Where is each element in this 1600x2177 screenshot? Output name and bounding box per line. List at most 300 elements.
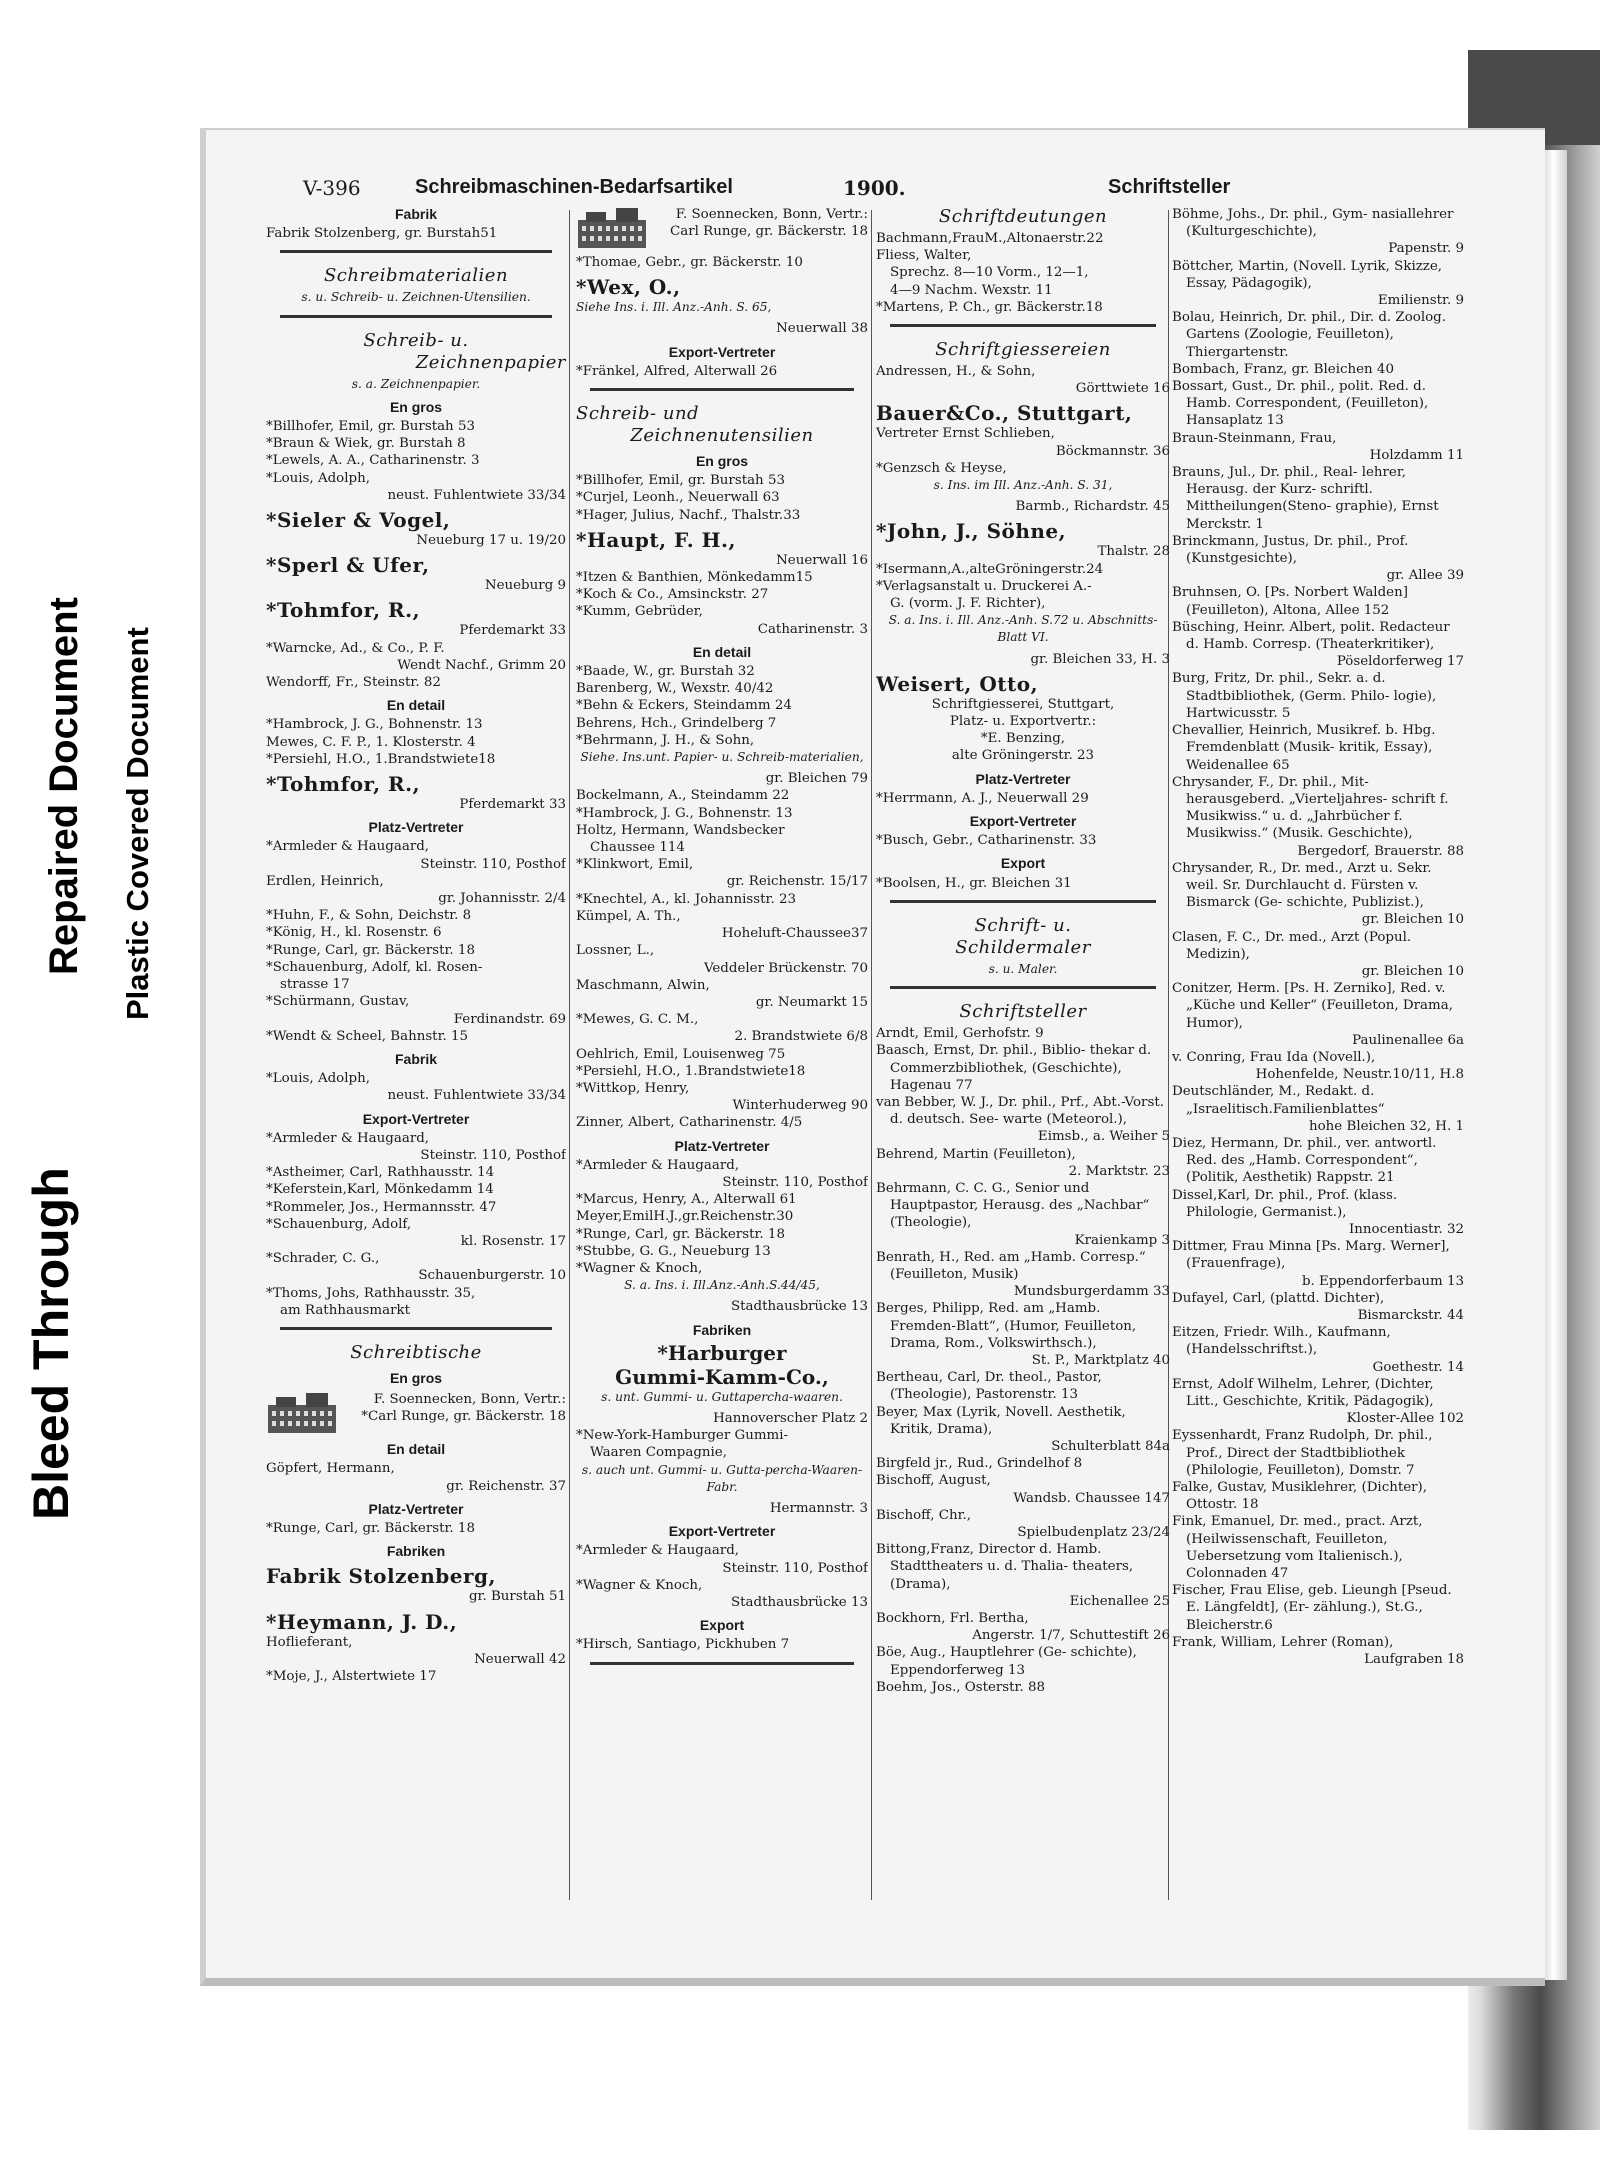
entry: *Runge, Carl, gr. Bäckerstr. 18: [266, 942, 475, 958]
entry: *Keferstein,Karl, Mönkedamm 14: [266, 1182, 494, 1198]
entry-address: Italienisch.), Colonnaden 47: [1186, 1548, 1403, 1582]
entry: Arndt, Emil, Gerhofstr. 9: [876, 1026, 1044, 1042]
entry: *Runge, Carl, gr. Bäckerstr. 18: [266, 1520, 475, 1536]
entry-address: Görttwiete 16: [1075, 381, 1170, 397]
entry-name: Bockhorn, Frl. Bertha,: [876, 1611, 1029, 1626]
heading: Fabrik: [394, 206, 437, 222]
entry-name: Baasch, Ernst, Dr. phil., Biblio-: [876, 1043, 1086, 1059]
entry: [576, 1542, 868, 1576]
entry-name: *E. Benzing,: [980, 731, 1066, 747]
entry: *Marcus, Henry, A., Alterwall 61: [576, 1192, 797, 1208]
entry-address: neust. Fuhlentwiete 33/34: [387, 1088, 566, 1104]
entry-address: Bismarckstr. 44: [1357, 1308, 1464, 1323]
entry-name: Dissel,Karl, Dr. phil., Prof. (klass.: [1172, 1187, 1398, 1203]
entry-detail: Skizze, Essay, Pädagogik),: [1186, 258, 1443, 291]
entry-detail: warte (Meteorol.),: [1002, 1112, 1128, 1128]
entry: *Hager, Julius, Nachf., Thalstr.33: [576, 507, 801, 523]
entry-address: Hoheluft-Chaussee37: [721, 926, 868, 942]
entry-address: Laufgraben 18: [1364, 1652, 1464, 1668]
entry-name: *Wagner & Knoch,: [576, 1577, 703, 1593]
entry-name: Fliess, Walter,: [876, 248, 972, 264]
entry-detail: „Nachbar“ (Theologie),: [890, 1198, 1150, 1231]
entry-address: (Feuilleton), Altona, Allee 152: [1186, 602, 1390, 618]
entry-detail: (Handelsschriftst.),: [1186, 1342, 1318, 1358]
section-title: Schriftgiessereien: [935, 339, 1111, 361]
entry-address: Kloster-Allee 102: [1346, 1411, 1464, 1427]
entry: [1172, 1479, 1464, 1513]
entry-detail: antwortl. Red. des „Hamb.: [1186, 1135, 1437, 1169]
entry-address: Neuerwall 16: [776, 552, 868, 568]
advert: [576, 206, 868, 250]
entry-name: Brauns, Jul., Dr. phil., Real-: [1172, 465, 1358, 481]
entry-address: Neuerwall 42: [474, 1651, 566, 1667]
entry-detail: (Feuilleton, Drama, Humor),: [1186, 998, 1453, 1031]
entry: [266, 1460, 566, 1494]
entry-name: Eyssenhardt, Franz Rudolph,: [1172, 1428, 1370, 1444]
entry-detail: theaters, (Drama),: [890, 1559, 1134, 1592]
entry: *Thomae, Gebr., gr. Bäckerstr. 10: [576, 255, 803, 270]
cross-reference: s. auch unt. Gummi- u. Gutta-percha-Waaren-Fabr.: [581, 1462, 863, 1494]
entry-address: schichte), Eppendorferweg 13: [890, 1645, 1137, 1678]
entry: [266, 1216, 566, 1250]
entry-address: Steinstr. 110, Posthof: [420, 856, 566, 872]
entry-address: Hermannstr. 3: [769, 1500, 868, 1516]
entry-name: Kümpel, A. Th.,: [576, 908, 681, 924]
bold-entry: Weisert, Otto,: [876, 671, 1039, 696]
entry-address: (Geschichte), Hagenau 77: [890, 1060, 1122, 1093]
entry-address: Wendt Nachf., Grimm 20: [397, 657, 566, 673]
entry-name: Burg, Fritz, Dr. phil., Sekr. a. d.: [1172, 671, 1386, 687]
heading: Platz-Vertreter: [368, 1500, 464, 1517]
entry-address: Eimsb., a. Weiher 5: [1037, 1129, 1170, 1145]
entry-detail: Philologie, Germanist.),: [1186, 1204, 1347, 1220]
divider: [890, 900, 1156, 903]
entry: *Boolsen, H., gr. Bleichen 31: [876, 875, 1072, 891]
section-title-left: Schreibmaschinen-Bedarfsartikel: [415, 176, 733, 198]
section-title: Schreibmaterialien: [323, 265, 509, 287]
entry: [876, 247, 1170, 299]
bold-entry: *Haupt, F. H.,: [576, 527, 736, 552]
entry-name: Eitzen, Friedr. Wilh., Kaufmann,: [1172, 1325, 1391, 1341]
entry: [876, 363, 1170, 397]
entry-name: Dufayel, Carl, (plattd. Dichter),: [1172, 1290, 1385, 1306]
section-title: Schreib- u.: [363, 329, 469, 351]
entry: [266, 959, 566, 993]
entry-address: Steinstr. 110, Posthof: [420, 1147, 566, 1163]
entry-address: strasse 17: [280, 977, 350, 993]
advert-text: F. Soennecken, Bonn, Vertr.: Carl Runge, gr. Bäckerstr. 18: [669, 207, 868, 240]
heading: En gros: [389, 1369, 443, 1386]
entry: Boehm, Jos., Osterstr. 88: [876, 1679, 1046, 1695]
entry-address: (Dichter), Ottostr. 18: [1186, 1480, 1428, 1513]
entry-name: Bischoff, Chr.,: [876, 1507, 972, 1523]
entry: Wendorff, Fr., Steinstr. 82: [266, 675, 441, 691]
entry-name: *Mewes, G. C. M.,: [576, 1012, 699, 1028]
entry: [266, 993, 566, 1027]
running-head: [303, 176, 1233, 210]
entry: [876, 1644, 1170, 1678]
entry: [1172, 430, 1464, 464]
cross-reference: s. unt. Gummi- u. Guttapercha-waaren.: [601, 1389, 843, 1404]
entry-address: 4—9 Nachm. Wexstr. 11: [890, 282, 1053, 298]
entry-detail: herausgeberd. „Vierteljahres-: [1186, 791, 1388, 807]
entry: Barenberg, W., Wexstr. 40/42: [576, 681, 774, 697]
side-labels: [0, 480, 200, 1660]
entry: *Itzen & Banthien, Mönkedamm15: [576, 570, 813, 586]
entry-address: Stadthausbrücke 13: [730, 1299, 868, 1315]
entry: [266, 640, 566, 674]
entry-name: Böttcher, Martin, (Novell. Lyrik,: [1172, 258, 1390, 274]
entry: [1172, 670, 1464, 722]
bold-entry: *Tohmfor, R.,: [266, 598, 421, 623]
entry: [576, 856, 868, 890]
entry-address: Neueburg 17 u. 19/20: [416, 533, 566, 549]
entry-detail: schichte, Publizist.),: [1286, 895, 1424, 911]
entry-address: Schulterblatt 84a: [1051, 1438, 1170, 1454]
entry: *Herrmann, A. J., Neuerwall 29: [876, 790, 1089, 806]
entry-name: *New-York-Hamburger Gummi-: [576, 1428, 789, 1444]
cross-reference: Siehe Ins. i. Ill. Anz.-Anh. S. 65,: [576, 300, 772, 315]
factory-building-icon: [266, 1391, 338, 1435]
entry: [876, 696, 1170, 765]
entry-name: Chevallier, Heinrich, Musikref.: [1172, 723, 1382, 739]
entry-address: hohe Bleichen 32, H. 1: [1308, 1118, 1464, 1134]
entry-name: van Bebber, W. J., Dr. phil., Prf.,: [876, 1094, 1089, 1110]
entry-name: Conitzer, Herm. [Ps. H. Zerniko],: [1172, 981, 1396, 997]
entry-name: Holtz, Hermann, Wandsbecker: [576, 822, 785, 838]
entry: [1172, 1376, 1464, 1428]
entry-detail: Prof. (Kunstgesichte),: [1186, 533, 1409, 567]
bold-entry: *Harburger: [657, 1340, 787, 1365]
entry-address: Pferdemarkt 33: [459, 623, 566, 639]
entry: *König, H., kl. Rosenstr. 6: [266, 925, 442, 941]
entry: [876, 1369, 1170, 1403]
entry-address: gr. Bleichen 33, H. 3: [1030, 651, 1170, 667]
entry: [1172, 619, 1464, 671]
entry-address: Angerstr. 1/7, Schuttestift 26: [972, 1628, 1170, 1644]
section-title-right: Schriftsteller: [1108, 176, 1231, 198]
entry: [876, 1042, 1170, 1094]
entry: *Runge, Carl, gr. Bäckerstr. 18: [576, 1226, 785, 1242]
entry: Mewes, C. F. P., 1. Klosterstr. 4: [266, 734, 476, 750]
entry: Bockelmann, A., Steindamm 22: [576, 788, 790, 804]
entry-detail: thekar d. Commerzbibliothek,: [890, 1043, 1152, 1076]
entry-address: Chaussee 114: [590, 840, 685, 856]
entry: Bombach, Franz, gr. Bleichen 40: [1172, 361, 1394, 377]
heading: Export: [1000, 855, 1046, 872]
entry-detail: schriftl. Mittheilungen(Steno-: [1186, 482, 1373, 515]
label-repaired-document: Repaired Document: [42, 597, 86, 975]
entry-name: *Armleder & Haugaard,: [266, 1130, 430, 1146]
entry-detail: Volkswirthsch.),: [987, 1335, 1097, 1351]
entry-name: Maschmann, Alwin,: [576, 977, 710, 993]
entry: *Billhofer, Emil, gr. Burstah 53: [576, 473, 785, 489]
entry-name: Behrend, Martin (Feuilleton),: [876, 1146, 1076, 1162]
entry-address: Emilienstr. 9: [1377, 293, 1464, 309]
entry-address: Holzdamm 11: [1369, 447, 1464, 463]
heading: Export-Vertreter: [668, 1523, 776, 1540]
entry-detail: „Jahrbücher f. Musikwiss.“: [1186, 809, 1403, 842]
entry: [876, 1541, 1170, 1610]
entry: *Persiehl, H.O., 1.Brandstwiete18: [266, 751, 496, 767]
entry-address: gr. Bleichen 10: [1361, 963, 1464, 979]
entry: *Persiehl, H.O., 1.Brandstwiete18: [576, 1063, 806, 1079]
entry: [1172, 774, 1464, 860]
heading: Platz-Vertreter: [975, 770, 1071, 787]
section-title: Zeichnenpapier: [415, 351, 566, 373]
heading: En gros: [695, 453, 749, 470]
bold-entry: *Heymann, J. D.,: [266, 1609, 458, 1634]
column-1: [266, 206, 566, 1911]
section-title: Schreib- und: [576, 403, 700, 425]
entry-name: Deutschländer, M., Redakt. d.: [1172, 1084, 1375, 1100]
entry: [576, 942, 868, 976]
heading: Export-Vertreter: [969, 813, 1077, 830]
entry: [576, 1427, 868, 1461]
entry-detail: Sprechz. 8—10 Vorm., 12—1,: [890, 265, 1089, 281]
entry: *Wendt & Scheel, Bahnstr. 15: [266, 1028, 469, 1044]
entry: *Busch, Gebr., Catharinenstr. 33: [876, 833, 1097, 849]
entry-name: Lossner, L.,: [576, 943, 655, 959]
entry-detail: Red. v. „Küche und Keller“: [1186, 981, 1446, 1014]
entry-name: Chrysander, R., Dr. med., Arzt: [1172, 860, 1376, 876]
entry: [266, 1130, 566, 1164]
entry: [1172, 1049, 1464, 1083]
entry: Bachmann,FrauM.,Altonaerstr.22: [876, 231, 1104, 246]
entry-address: Pferdemarkt 33: [459, 797, 566, 813]
section-title: Schriftsteller: [959, 1001, 1087, 1023]
entry-address: Ferdinandstr. 69: [453, 1011, 566, 1027]
entry-name: Braun-Steinmann, Frau,: [1172, 430, 1337, 446]
entry-name: *Armleder & Haugaard,: [576, 1543, 740, 1559]
divider: [590, 388, 854, 391]
entry-detail: Redacteur d. Hamb. Corresp.: [1186, 619, 1450, 653]
entry: *Stubbe, G. G., Neueburg 13: [576, 1243, 771, 1259]
year: 1900.: [843, 176, 906, 200]
entry: [876, 1180, 1170, 1249]
label-plastic-covered: Plastic Covered Document: [120, 627, 155, 1020]
entry: *Huhn, F., & Sohn, Deichstr. 8: [266, 908, 472, 924]
entry: *Behrmann, J. H., & Sohn,: [576, 732, 755, 748]
entry: *Hirsch, Santiago, Pickhuben 7: [576, 1637, 790, 1653]
entry-address: 2. Marktstr. 23: [1068, 1163, 1170, 1179]
entry: [876, 1146, 1170, 1180]
entry-address: Hohenfelde, Neustr.10/11, H.8: [1255, 1067, 1464, 1083]
entry-address: 2. Brandstwiete 6/8: [734, 1029, 868, 1045]
entry: *Koch & Co., Amsinckstr. 27: [576, 587, 769, 603]
entry-name: Bolau, Heinrich, Dr. phil., Dir.: [1172, 310, 1375, 326]
entry-name: Göpfert, Hermann,: [266, 1461, 395, 1477]
entry-name: Falke, Gustav, Musiklehrer,: [1172, 1480, 1358, 1496]
entry-address: gr. Allee 39: [1386, 568, 1464, 584]
entry-detail: u. Sekr. weil. Sr. Durchlaucht: [1186, 860, 1432, 893]
entry-detail: [Pseud. E. Längfeldt], (Er-: [1186, 1583, 1452, 1616]
entry: [576, 1157, 868, 1191]
entry-address: logie), Hartwicusstr. 5: [1186, 688, 1437, 721]
entry-address: Spielbudenplatz 23/24: [1017, 1524, 1170, 1540]
heading: En detail: [692, 643, 752, 660]
entry-detail: (Dichter, Litt., Geschichte,: [1186, 1376, 1434, 1410]
divider: [890, 986, 1156, 989]
entry: [576, 822, 868, 856]
entry-detail: Feuilleton, Drama, Rom.,: [890, 1318, 1137, 1351]
cross-reference: s. u. Schreib- u. Zeichnen-Utensilien.: [301, 290, 531, 305]
entry: *Billhofer, Emil, gr. Burstah 53: [266, 419, 475, 435]
entry: [1172, 1427, 1464, 1479]
entry-detail: Kritik, Pädagogik),: [1306, 1394, 1434, 1410]
entry: [266, 873, 566, 907]
entry-detail: Fremden-Blatt“, (Humor,: [890, 1318, 1060, 1334]
entry-detail: Abt.-Vorst. d. deutsch. See-: [890, 1094, 1164, 1128]
bold-entry: Bauer&Co., Stuttgart,: [876, 401, 1133, 426]
entry-detail: (Theaterkritiker),: [1315, 637, 1435, 653]
entry-detail: (Musik. Geschichte),: [1272, 826, 1413, 842]
entry-address: kl. Rosenstr. 17: [460, 1233, 566, 1249]
entry-name: *Klinkwort, Emil,: [576, 857, 694, 873]
bold-entry: Fabrik Stolzenberg,: [266, 1564, 496, 1589]
entry-address: Papenstr. 9: [1388, 241, 1464, 257]
heading: Fabriken: [386, 1543, 446, 1560]
entry-address: graphie), Ernst Merckstr. 1: [1186, 499, 1439, 532]
heading: Fabrik: [394, 1050, 437, 1067]
entry: [1172, 533, 1464, 585]
entry-name: *Schürmann, Gustav,: [266, 994, 410, 1010]
entry-address: Paulinenallee 6a: [1352, 1032, 1464, 1048]
entry-address: Thalstr. 28: [1097, 544, 1170, 560]
column-rule: [569, 210, 570, 1900]
entry: *Isermann,A.,alteGröningerstr.24: [876, 561, 1104, 577]
entry-name: Hoflieferant,: [266, 1634, 353, 1650]
entry: *Behn & Eckers, Steindamm 24: [576, 698, 792, 714]
entry: [576, 1011, 868, 1045]
entry-address: Feuilleton), Thiergartenstr.: [1186, 327, 1394, 360]
entry: [876, 1404, 1170, 1456]
heading: En detail: [386, 1441, 446, 1458]
entry: [266, 1070, 566, 1104]
entry: [266, 838, 566, 872]
column-2: [576, 206, 868, 1911]
entry-address: Steinstr. 110, Posthof: [722, 1560, 868, 1576]
entry: *Hambrock, J. G., Bohnenstr. 13: [266, 717, 483, 733]
entry: [1172, 1513, 1464, 1582]
entry-address: zählung.), St.G., Bleicherstr.6: [1186, 1600, 1423, 1633]
page-edge: [1545, 150, 1567, 1980]
entry-detail: d. Fürsten v. Bismarck (Ge-: [1186, 877, 1419, 911]
entry: [876, 1472, 1170, 1506]
entry-name: *Armleder & Haugaard,: [576, 1157, 740, 1173]
entry-address: gr. Burstah 51: [468, 1589, 566, 1605]
entry-name: Fischer, Frau Elise, geb. Lieungh: [1172, 1583, 1398, 1599]
bold-entry: *Tohmfor, R.,: [266, 772, 421, 797]
heading: Export-Vertreter: [668, 343, 776, 360]
entry-address: Kraienkamp 3: [1074, 1232, 1170, 1248]
entry: Zinner, Albert, Catharinenstr. 4/5: [576, 1115, 803, 1131]
entry: [876, 425, 1170, 459]
heading: Fabriken: [692, 1321, 752, 1338]
entry-detail: d. Zoolog. Gartens (Zoologie,: [1186, 310, 1447, 343]
entry-name: Andressen, H., & Sohn,: [876, 364, 1036, 380]
entry-address: gr. Neumarkt 15: [755, 994, 868, 1010]
entry-name: Chrysander, F., Dr. phil., Mit-: [1172, 774, 1369, 790]
entry-address: Bergedorf, Brauerstr. 88: [1297, 843, 1464, 859]
entry: [266, 470, 566, 504]
entry-address: Steinstr. 110, Posthof: [722, 1174, 868, 1190]
entry-address: kritik, Essay), Weidenallee 65: [1186, 740, 1433, 773]
entry: [266, 1634, 566, 1668]
entry-address: Mundsburgerdamm 33: [1013, 1284, 1170, 1300]
entry-detail: nasiallehrer (Kulturgeschichte),: [1186, 207, 1454, 240]
column-rule: [871, 210, 872, 1900]
entry-address: Aesthetik) Rappstr. 21: [1242, 1170, 1395, 1186]
divider: [890, 324, 1156, 327]
entry-name: Bruhnsen, O. [Ps. Norbert Walden]: [1172, 585, 1408, 601]
heading: Platz-Vertreter: [368, 819, 464, 836]
cross-reference: s. Ins. im Ill. Anz.-Anh. S. 31,: [933, 478, 1113, 493]
entry-address: b. Eppendorferbaum 13: [1301, 1273, 1464, 1289]
heading: Platz-Vertreter: [674, 1137, 770, 1154]
entry-name: Bossart, Gust., Dr. phil., polit.: [1172, 379, 1374, 395]
entry: [266, 1250, 566, 1284]
entry: [576, 603, 868, 637]
entry: Fabrik Stolzenberg, gr. Burstah51: [266, 226, 498, 242]
entry-name: Benrath, H., Red. am „Hamb.: [876, 1249, 1076, 1265]
entry-name: Böe, Aug., Hauptlehrer (Ge-: [876, 1645, 1067, 1661]
entry: *Wagner & Knoch,: [576, 1260, 703, 1276]
entry: *Moje, J., Alstertwiete 17: [266, 1668, 437, 1684]
entry: Behrens, Hch., Grindelberg 7: [576, 715, 777, 731]
entry: [876, 1300, 1170, 1369]
entry-name: Böhme, Johs., Dr. phil., Gym-: [1172, 207, 1368, 222]
entry-address: Schauenburgerstr. 10: [418, 1268, 566, 1284]
entry-address: Winterhuderweg 90: [732, 1098, 868, 1114]
entry-detail: lehrer, Herausg. der Kurz-: [1186, 465, 1407, 498]
entry-detail: schrift f. Musikwiss.“ u. d.: [1186, 791, 1449, 825]
entry-address: neust. Fuhlentwiete 33/34: [387, 487, 566, 503]
advert: [266, 1391, 566, 1435]
entry: *Genzsch & Heyse,: [876, 460, 1007, 476]
entry-address: Catharinenstr. 3: [757, 621, 868, 637]
entry-address: Neueburg 9: [484, 578, 566, 594]
label-bleed-through: Bleed Through: [23, 1167, 79, 1520]
heading: Export: [699, 1617, 745, 1634]
divider: [280, 1327, 552, 1330]
entry-name: Behrmann, C. C. G., Senior und: [876, 1180, 1090, 1196]
bold-entry: *Sperl & Ufer,: [266, 553, 430, 578]
entry-address: St. P., Marktplatz 40: [1031, 1352, 1170, 1368]
section-title: Schreibtische: [350, 1341, 482, 1363]
entry-detail: Werner], (Frauenfrage),: [1186, 1239, 1450, 1272]
entry-address: Barmb., Richardstr. 45: [1015, 499, 1170, 515]
entry-name: *Schauenburg, Adolf,: [266, 1216, 412, 1232]
entry-address: Eichenallee 25: [1069, 1593, 1170, 1609]
entry-detail: Correspondent“, (Politik,: [1186, 1153, 1418, 1186]
entry-detail: Stadtbibliothek (Philologie,: [1186, 1445, 1405, 1478]
entry-name: Brinckmann, Justus, Dr. phil.,: [1172, 533, 1372, 549]
entry: *Braun & Wiek, gr. Burstah 8: [266, 436, 466, 452]
entry-address: Feuilleton), Domstr. 7: [1267, 1462, 1415, 1478]
entry-detail: Arzt, (Heilwissenschaft,: [1186, 1514, 1423, 1547]
entry: [876, 1610, 1170, 1644]
entry-name: Ernst, Adolf Wilhelm, Lehrer,: [1172, 1376, 1371, 1392]
entry: [1172, 860, 1464, 929]
entry-detail: Feuilleton, Uebersetzung vom: [1186, 1531, 1388, 1564]
entry-name: Bischoff, August,: [876, 1473, 991, 1489]
entry: [1172, 980, 1464, 1049]
entry: *Astheimer, Carl, Rathhausstr. 14: [266, 1165, 495, 1181]
entry: Meyer,EmilH.J.,gr.Reichenstr.30: [576, 1209, 794, 1225]
entry-name: Berges, Philipp, Red. am „Hamb.: [876, 1301, 1101, 1317]
entry-name: *Schrader, C. G.,: [266, 1251, 380, 1267]
